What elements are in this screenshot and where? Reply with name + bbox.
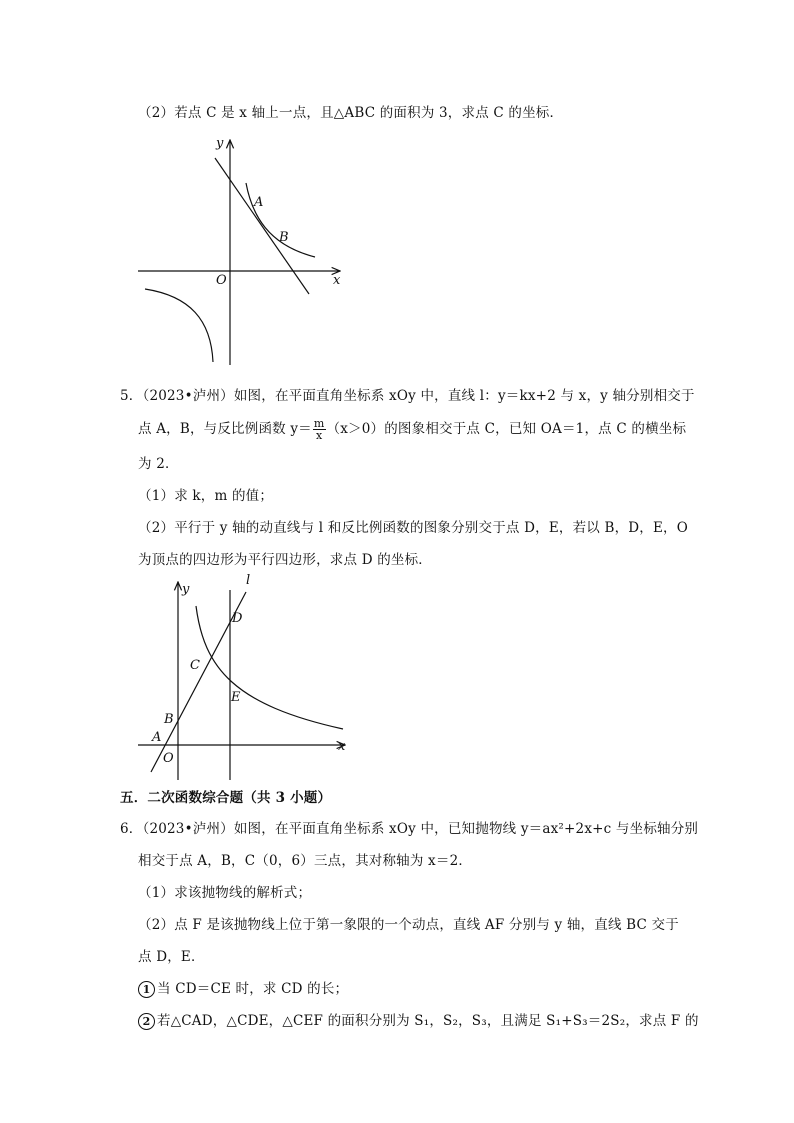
problem5-part1: （1）求 k，m 的值； [138,488,274,504]
figure2-label-l: l [246,573,251,588]
figure2-label-c: C [190,658,200,673]
problem6-sub1 [138,980,348,998]
figure1-label-o: O [216,273,227,288]
section5-title: 五．二次函数综合题（共 3 小题） [120,790,332,806]
problem6-line1: 6．（2023•泸州）如图，在平面直角坐标系 xOy 中，已知抛物线 y＝ax²+2x+c 与坐标轴分别 [120,821,699,837]
circled-number-2: 2 [138,1013,155,1030]
problem5-line2-start: 点 A，B，与反比例函数 y＝ [138,421,312,437]
circled-number-1: 1 [138,981,155,998]
problem5-line1: 5．（2023•泸州）如图，在平面直角坐标系 xOy 中，直线 l：y＝kx+2 与 x，y 轴分别相交于 [120,388,695,404]
problem6-sub1-text: 当 CD＝CE 时，求 CD 的长； [157,981,349,997]
fraction-denominator: x [316,429,323,442]
figure2-label-y: y [182,582,190,597]
problem6-sub2-text: 若△CAD，△CDE，△CEF 的面积分别为 S₁，S₂，S₃，且满足 S₁+S₃＝2S₂，求点 F 的 [157,1013,699,1029]
problem6-line2: 相交于点 A，B，C（0，6）三点，其对称轴为 x＝2． [138,853,473,869]
figure1-label-a: A [254,195,264,210]
figure2-label-x: x [338,739,346,754]
figure1-label-x: x [333,273,341,288]
problem5-part2-line1: （2）平行于 y 轴的动直线与 l 和反比例函数的图象分别交于点 D，E，若以 B，D，E，O [138,520,689,536]
figure1-label-b: B [279,230,289,245]
figure2-label-b: B [164,712,174,727]
figure2-label-e: E [231,690,241,705]
problem6-sub2 [138,1012,699,1030]
figure1-label-y: y [216,136,224,151]
problem5-line3: 为 2． [138,456,179,472]
figure2-hyperbola [196,606,343,729]
fraction-numerator: m [313,417,325,430]
figure2-label-a: A [152,730,162,745]
problem4-part2-text: （2）若点 C 是 x 轴上一点，且△ABC 的面积为 3，求点 C 的坐标． [138,105,564,121]
problem6-part1: （1）求该抛物线的解析式； [138,885,312,901]
figure2-label-d: D [232,611,243,626]
problem5-part2-line2: 为顶点的四边形为平行四边形，求点 D 的坐标． [138,552,433,568]
problem5-line2-end: （x＞0）的图象相交于点 C，已知 OA＝1，点 C 的横坐标 [326,421,687,437]
figure2-label-o: O [163,751,174,766]
problem6-part2-line1: （2）点 F 是该抛物线上位于第一象限的一个动点，直线 AF 分别与 y 轴，直线 BC 交于 [138,917,679,933]
problem6-part2-line2: 点 D，E． [138,949,205,965]
